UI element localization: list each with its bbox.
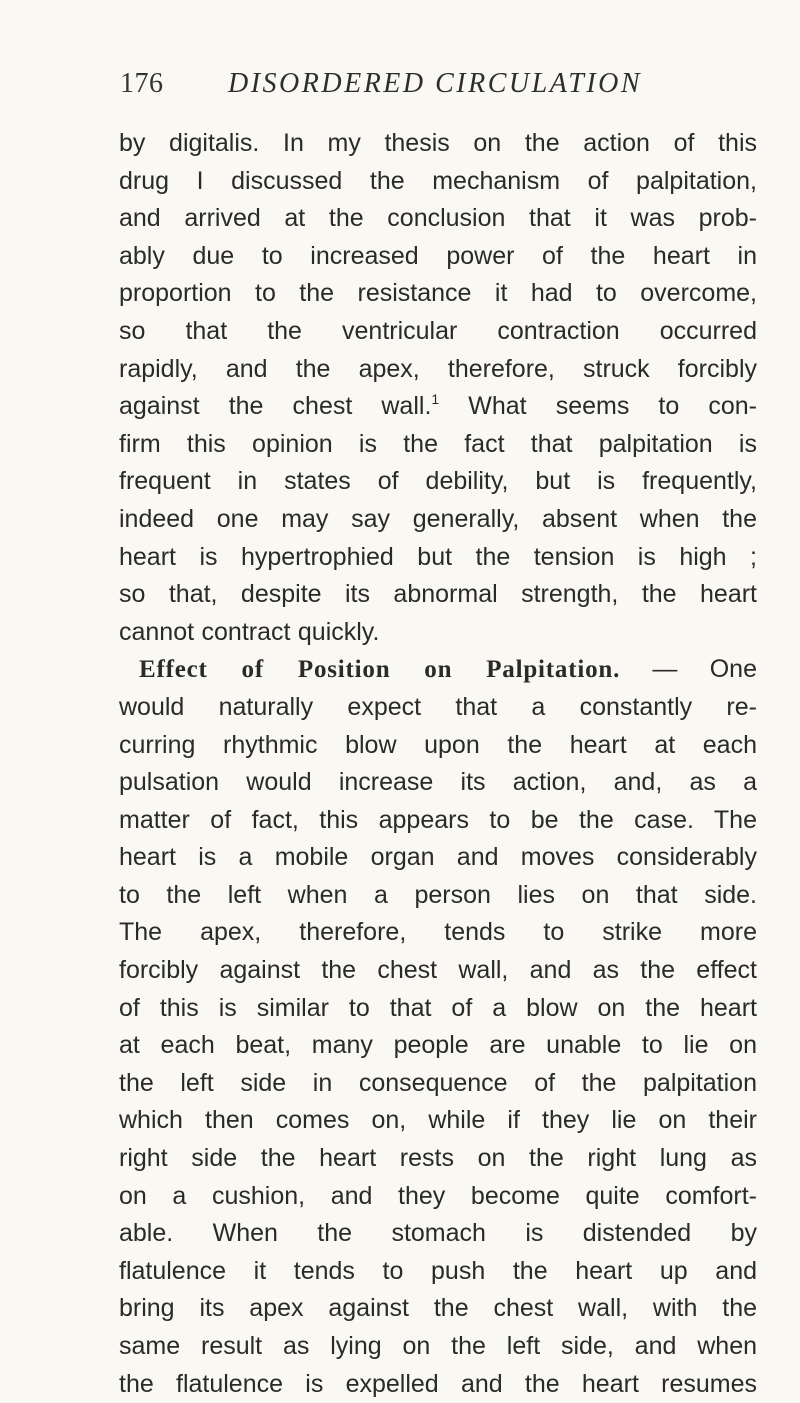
text-line: drug I discussed the mechanism of palpitation, (119, 166, 757, 195)
text-line-with-footnote (119, 388, 757, 426)
text-line: curring rhythmic blow upon the heart at each (119, 730, 757, 759)
text-line: heart is a mobile organ and moves considerably (119, 843, 757, 872)
text-line: would naturally expect that a constantly re- (119, 692, 757, 721)
text-line: forcibly against the chest wall, and as the effect (119, 956, 757, 985)
text-line: bring its apex against the chest wall, with the (119, 1294, 757, 1323)
text-line: frequent in states of debility, but is frequently, (119, 467, 757, 496)
text-line: the flatulence is expelled and the heart resumes (119, 1369, 757, 1398)
text-line: of this is similar to that of a blow on the heart (119, 993, 757, 1022)
text-line: same result as lying on the left side, and when (119, 1332, 757, 1360)
text-fragment: — One (620, 655, 757, 684)
footnote-reference: 1 (431, 391, 440, 408)
text-line: pulsation would increase its action, and, as a (119, 768, 757, 797)
text-line: flatulence it tends to push the heart up and (119, 1256, 757, 1285)
running-head (120, 68, 740, 104)
text-line: by digitalis. In my thesis on the action of this (119, 129, 757, 157)
text-line: able. When the stomach is distended by (119, 1219, 757, 1248)
text-line: which then comes on, while if they lie on their (119, 1106, 757, 1135)
text-fragment: What seems to con- (439, 392, 757, 421)
text-line: matter of fact, this appears to be the case. The (119, 805, 757, 834)
text-line: indeed one may say generally, absent when the (119, 504, 757, 533)
section-heading: Effect of Position on Palpitation. (139, 656, 621, 684)
text-line: so that, despite its abnormal strength, the heart (119, 580, 757, 609)
text-line: rapidly, and the apex, therefore, struck forcibly (119, 354, 757, 383)
text-line: and arrived at the conclusion that it was prob- (119, 204, 757, 233)
text-line: heart is hypertrophied but the tension is high ; (119, 542, 757, 571)
running-title: DISORDERED CIRCULATION (228, 68, 643, 99)
section-heading-line (119, 651, 757, 689)
paragraph-end-line: cannot contract quickly. (119, 617, 380, 646)
text-line: ably due to increased power of the heart in (119, 241, 757, 270)
text-line: at each beat, many people are unable to lie on (119, 1031, 757, 1060)
text-line: right side the heart rests on the right lung as (119, 1144, 757, 1173)
text-line: The apex, therefore, tends to strike more (119, 918, 757, 947)
text-line: so that the ventricular contraction occurred (119, 316, 757, 345)
body-text (119, 125, 757, 1403)
text-line: the left side in consequence of the palpitation (119, 1068, 757, 1097)
text-line: to the left when a person lies on that side. (119, 880, 757, 909)
page-number: 176 (120, 68, 164, 99)
text-line: on a cushion, and they become quite comfort- (119, 1181, 757, 1210)
text-line: proportion to the resistance it had to overcome, (119, 279, 757, 308)
text-line: firm this opinion is the fact that palpitation is (119, 429, 757, 458)
text-fragment: against the chest wall. (119, 392, 432, 421)
